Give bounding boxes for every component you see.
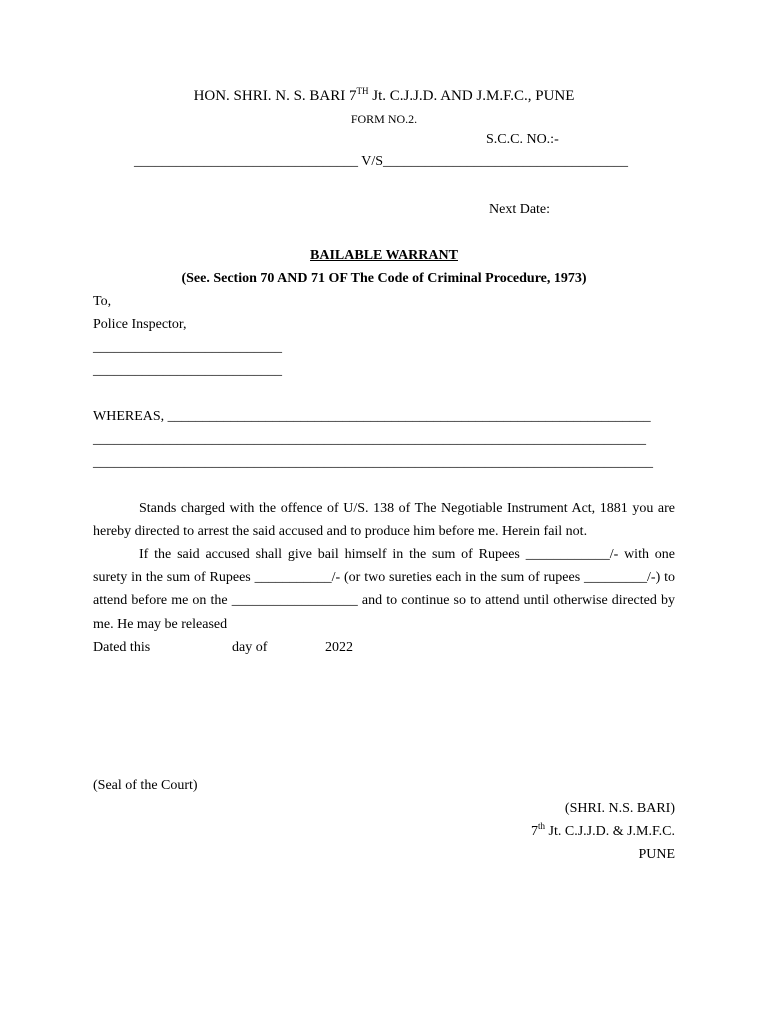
versus-label: V/S — [358, 154, 384, 169]
day-of-label: day of — [232, 640, 268, 655]
court-heading-prefix: HON. SHRI. N. S. BARI 7 — [193, 88, 357, 104]
designation-prefix: 7 — [531, 824, 538, 839]
recipient-blank-1: ___________________________ — [93, 340, 282, 355]
parties-line — [134, 155, 628, 169]
court-seal: (Seal of the Court) — [93, 778, 198, 793]
bail-text: If the said accused shall give bail himself in the sum of Rupees ____________/- with one surety in the sum of Rupees ___________/- (or two sureties each in the sum of rupees _________/-) to attend before me on the __________________ and to continue so to attend until otherwise directed by me. He may be released — [93, 547, 675, 632]
whereas-label: WHEREAS, — [93, 409, 168, 424]
court-heading-suffix: Jt. C.J.J.D. AND J.M.F.C., PUNE — [368, 88, 575, 104]
recipient: Police Inspector, — [93, 317, 187, 332]
scc-number: S.C.C. NO.:- — [486, 132, 559, 147]
warrant-subtitle: (See. Section 70 AND 71 OF The Code of Criminal Procedure, 1973) — [181, 271, 587, 286]
to-label: To, — [93, 294, 112, 309]
dated-line — [93, 641, 353, 655]
charge-paragraph — [93, 497, 675, 543]
court-heading — [0, 86, 768, 104]
designation-suffix: Jt. C.J.J.D. & J.M.F.C. — [545, 824, 675, 839]
signatory-place: PUNE — [638, 847, 675, 862]
whereas-line — [93, 410, 651, 424]
court-heading-sup: TH — [356, 86, 369, 96]
signatory-name: (SHRI. N.S. BARI) — [564, 801, 675, 816]
whereas-blank-3: ________________________________________________________________________________ — [93, 455, 653, 470]
whereas-blank-2: _______________________________________________________________________________ — [93, 432, 646, 447]
dated-label: Dated this — [93, 640, 151, 655]
form-number: FORM NO.2. — [350, 112, 418, 126]
parties-right-blank: ___________________________________ — [383, 154, 629, 169]
signatory-designation — [531, 821, 675, 839]
bail-paragraph — [93, 543, 675, 636]
parties-left-blank: ________________________________ — [134, 154, 358, 169]
next-date: Next Date: — [489, 202, 551, 217]
charge-text: Stands charged with the offence of U/S. 138 of The Negotiable Instrument Act, 1881 you are hereby directed to arrest the said accused and to produce him before me. Herein fail not. — [93, 501, 675, 540]
year: 2022 — [325, 640, 353, 655]
designation-sup: th — [538, 821, 546, 831]
whereas-blank-1: _____________________________________________________________________ — [167, 409, 651, 424]
recipient-blank-2: ___________________________ — [93, 363, 282, 378]
warrant-title: BAILABLE WARRANT — [310, 248, 458, 263]
